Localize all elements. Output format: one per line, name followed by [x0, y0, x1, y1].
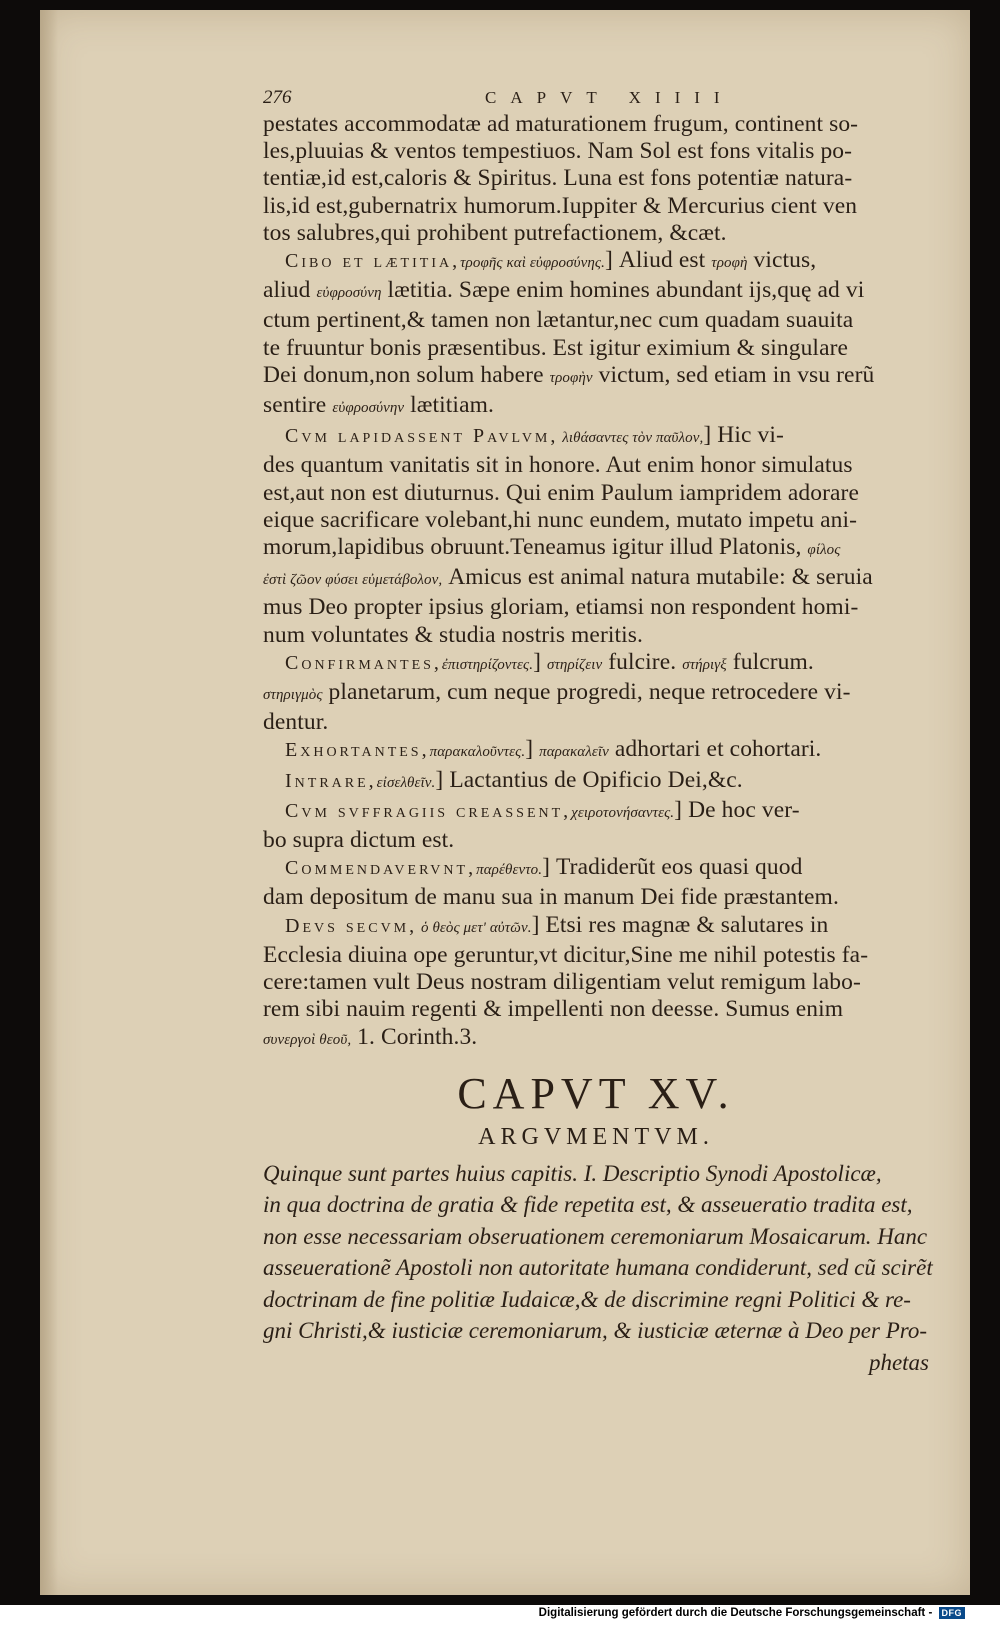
- text-line: [263, 797, 951, 827]
- text-run: Dei donum,non solum habere: [263, 361, 550, 388]
- greek-text: τροφὴ: [711, 255, 748, 272]
- text-line: [263, 507, 929, 534]
- text-line: [263, 193, 929, 220]
- text-line: [263, 942, 929, 969]
- text-line: [263, 969, 929, 996]
- text-run: ] Hic vi-: [703, 422, 784, 449]
- text-line: [263, 649, 951, 679]
- text-run: ] Etsi res magnæ & salutares in: [531, 911, 829, 938]
- text-line: [263, 736, 951, 766]
- text-run: des quantum vanitatis sit in honore. Aut enim honor simulatus: [263, 452, 853, 479]
- greek-text: ὁ θεὸς μετ' αὐτῶν.: [417, 919, 532, 936]
- text-run: fulcire.: [602, 648, 683, 675]
- text-run: Amicus est animal natura mutabile: & seruia: [442, 564, 873, 591]
- text-run: cere:tamen vult Deus nostram diligentiam velut remigum labo-: [263, 969, 861, 996]
- text-line: [263, 827, 929, 854]
- text-run: lætitiam.: [404, 392, 494, 419]
- text-run: les,pluuias & ventos tempestiuos. Nam Sol est fons vitalis po-: [263, 138, 853, 165]
- page-number: 276: [263, 87, 292, 108]
- text-run: bo supra dictum est.: [263, 827, 455, 854]
- text-run: ] De hoc ver-: [674, 796, 800, 823]
- text-line: [263, 335, 929, 362]
- text-run: est,aut non est diuturnus. Qui enim Paulum iampridem adorare: [263, 479, 859, 506]
- text-line: [263, 277, 929, 307]
- text-run: planetarum, cum neque progredi, neque retrocedere vi-: [322, 679, 851, 706]
- greek-text: στηριγμὸς: [263, 687, 323, 704]
- text-run: dentur.: [263, 709, 329, 736]
- greek-text: χειροτονήσαντες.: [571, 804, 675, 821]
- text-line: [263, 220, 929, 247]
- running-title: CAPVT XIIII: [485, 88, 734, 107]
- chapter-title: CAPVT XV.: [457, 1068, 735, 1118]
- running-head: [225, 85, 955, 111]
- text-line: [263, 362, 929, 392]
- text-line: [263, 564, 929, 594]
- text-line: [263, 912, 951, 942]
- greek-text: εὐφροσύνην: [332, 400, 405, 417]
- argument-line: Quinque sunt partes huius capitis. I. Descriptio Synodi Apostolicæ,: [263, 1160, 882, 1186]
- lemma: Confirmantes,: [285, 651, 442, 674]
- greek-text: παρακαλεῖν: [539, 744, 609, 761]
- text-run: aliud: [263, 277, 317, 304]
- text-run: eique sacrificare volebant,hi nunc eundem, mutato impetu ani-: [263, 506, 858, 533]
- lemma: Cibo et lætitia,: [285, 250, 461, 273]
- text-line: [263, 111, 929, 138]
- argument-heading: ARGVMENTVM.: [478, 1123, 714, 1150]
- text-run: victum, sed etiam in vsu rerũ: [592, 361, 875, 388]
- text-run: ] Aliud est: [604, 247, 712, 274]
- text-run: ]: [533, 648, 547, 675]
- lemma: Exhortantes,: [285, 739, 430, 762]
- text-run: adhortari et cohortari.: [608, 736, 822, 763]
- text-line: [263, 534, 929, 564]
- page-text: [225, 85, 955, 1378]
- text-run: morum,lapidibus obruunt.Teneamus igitur illud Platonis,: [263, 534, 808, 561]
- text-run: ]: [525, 736, 540, 763]
- text-line: [263, 767, 951, 797]
- text-run: ] Tradiderũt eos quasi quod: [542, 854, 803, 881]
- text-run: te fruuntur bonis præsentibus. Est igitur eximium & singulare: [263, 334, 849, 361]
- text-line: [263, 996, 929, 1023]
- lemma: Intrare,: [285, 769, 377, 792]
- text-run: ] Lactantius de Opificio Dei,&c.: [435, 766, 743, 793]
- greek-text: παρακαλοῦντες.: [429, 744, 526, 761]
- greek-text: στηρίζειν: [546, 656, 603, 673]
- text-run: mus Deo propter ipsius gloriam, etiamsi non respondent homi-: [263, 594, 859, 621]
- text-run: 1. Corinth.3.: [351, 1023, 478, 1050]
- text-line: [263, 392, 929, 422]
- greek-text: συνεργοὶ θεοῦ,: [263, 1031, 352, 1048]
- text-line: [263, 884, 929, 911]
- lemma: Devs secvm,: [285, 914, 418, 937]
- text-run: lis,id est,gubernatrix humorum.Iuppiter & Mercurius cient ven: [263, 192, 858, 219]
- footer-text: Digitalisierung gefördert durch die Deutsche Forschungsgemeinschaft -: [538, 1607, 933, 1619]
- text-run: dam depositum de manu sua in manum Dei fide præstantem.: [263, 884, 839, 911]
- greek-text: ἐστὶ ζῶον φύσει εὐμετάβολον,: [263, 572, 443, 589]
- argument-line: non esse necessariam obseruationem ceremoniarum Mosaicarum. Hanc: [263, 1223, 928, 1249]
- text-line: [263, 452, 929, 479]
- greek-text: παρέθεντο.: [476, 862, 543, 879]
- lemma: Cvm lapidassent Pavlvm,: [285, 425, 559, 448]
- text-run: sentire: [263, 392, 333, 419]
- lemma: Commendavervnt,: [285, 857, 477, 880]
- text-line: [263, 480, 929, 507]
- commentary-body: [225, 111, 955, 1054]
- text-line: [263, 422, 951, 452]
- argument-line: asseuerationẽ Apostoli non autoritate humana condiderunt, sed cũ scirẽt: [263, 1255, 933, 1281]
- text-run: num voluntates & studia nostris meritis.: [263, 621, 643, 648]
- greek-text: λιθάσαντες τὸν παῦλον,: [558, 430, 704, 447]
- funding-footer: [539, 1607, 965, 1619]
- text-line: [263, 854, 951, 884]
- text-line: [263, 622, 929, 649]
- greek-text: εὐφροσύνη: [316, 285, 382, 302]
- greek-text: στήριγξ: [682, 656, 727, 673]
- text-run: lætitia. Sæpe enim homines abundant ijs,quę ad vi: [381, 277, 865, 304]
- text-line: [263, 307, 929, 334]
- text-run: Ecclesia diuina ope geruntur,vt dicitur,Sine me nihil potestis fa-: [263, 941, 869, 968]
- text-run: fulcrum.: [726, 648, 814, 675]
- greek-text: φίλος: [807, 542, 841, 559]
- lemma: Cvm svffragiis creassent,: [285, 799, 572, 822]
- text-run: ctum pertinent,& tamen non lætantur,nec cum quadam suauita: [263, 307, 854, 334]
- greek-text: τροφὴν: [549, 369, 593, 386]
- text-line: [263, 709, 929, 736]
- text-run: pestates accommodatæ ad maturationem frugum, continent so-: [263, 111, 859, 137]
- greek-text: τροφῆς καὶ εὐφροσύνης.: [460, 255, 605, 272]
- catchword: phetas: [868, 1349, 929, 1375]
- text-run: tentiæ,id est,caloris & Spiritus. Luna est fons potentiæ natura-: [263, 165, 853, 192]
- argument-line: doctrinam de fine politiæ Iudaicæ,& de discrimine regni Politici & re-: [263, 1286, 911, 1312]
- text-line: [263, 1024, 929, 1054]
- argument-text: [225, 1158, 955, 1347]
- text-line: [263, 165, 929, 192]
- text-run: victus,: [747, 247, 817, 274]
- text-line: [263, 138, 929, 165]
- text-run: tos salubres,qui prohibent putrefactionem, &cæt.: [263, 219, 727, 246]
- text-line: [263, 594, 929, 621]
- greek-text: εἰσελθεῖν.: [376, 774, 436, 791]
- dfg-logo: DFG: [939, 1607, 966, 1619]
- argument-line: gni Christi,& iusticiæ ceremoniarum, & iusticiæ æternæ à Deo per Pro-: [263, 1318, 928, 1344]
- text-line: [263, 679, 929, 709]
- text-line: [263, 247, 951, 277]
- text-run: rem sibi nauim regenti & impellenti non deesse. Sumus enim: [263, 996, 844, 1023]
- greek-text: ἐπιστηρίζοντες.: [441, 656, 534, 673]
- argument-line: in qua doctrina de gratia & fide repetita est, & asseueratio tradita est,: [263, 1192, 913, 1218]
